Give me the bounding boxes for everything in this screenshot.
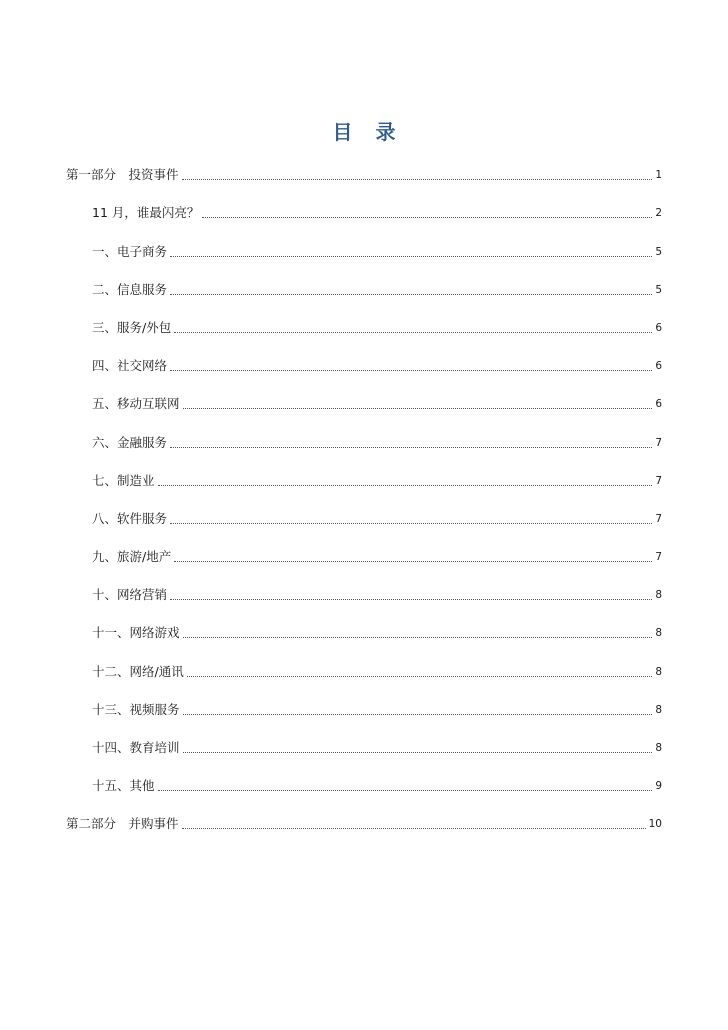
toc-entry-label: 第二部分 并购事件 (66, 816, 179, 832)
toc-entry-page: 7 (655, 551, 662, 564)
toc-entry-label: 十四、教育培训 (92, 740, 180, 755)
toc-entry-label: 三、服务/外包 (92, 319, 172, 335)
toc-entry-page: 2 (655, 207, 662, 220)
toc-entry-page: 8 (655, 589, 662, 602)
toc-dot-leader (170, 370, 652, 371)
toc-dot-leader (182, 179, 653, 180)
toc-entry-part-2[interactable] (66, 806, 662, 844)
toc-entry-label: 十三、视频服务 (92, 701, 180, 717)
toc-entry-label: 六、金融服务 (92, 434, 168, 450)
toc-entry-page: 9 (655, 780, 662, 793)
toc-entry-mobile-internet[interactable] (66, 386, 662, 424)
toc-entry-travel-realestate[interactable] (66, 539, 662, 577)
toc-dot-leader (183, 637, 653, 638)
toc-entry-label: 第一部分 投资事件 (66, 167, 179, 183)
toc-entry-page: 6 (655, 321, 662, 334)
toc-entry-november-highlights[interactable] (66, 195, 662, 233)
toc-entry-label: 四、社交网络 (92, 358, 168, 374)
toc-entry-financial-services[interactable] (66, 424, 662, 462)
toc-dot-leader (170, 294, 652, 295)
toc-dot-leader (170, 599, 652, 600)
toc-entry-page: 7 (655, 474, 662, 487)
toc-entry-software-services[interactable] (66, 501, 662, 539)
toc-entry-education-training[interactable] (66, 730, 662, 768)
toc-entry-page: 8 (655, 627, 662, 640)
toc-entry-page: 7 (655, 512, 662, 525)
toc-entry-page: 10 (648, 818, 662, 831)
toc-dot-leader (183, 714, 653, 715)
toc-entry-page: 8 (655, 742, 662, 754)
toc-entry-video-services[interactable] (66, 692, 662, 730)
toc-dot-leader (202, 217, 652, 218)
toc-entry-label: 二、信息服务 (92, 281, 168, 297)
toc-dot-leader (183, 752, 653, 753)
toc-entry-online-marketing[interactable] (66, 577, 662, 615)
toc-entry-label: 十、网络营销 (92, 587, 168, 603)
toc-entry-info-services[interactable] (66, 272, 662, 310)
toc-entry-label: 十二、网络/通讯 (92, 663, 184, 679)
toc-entry-label: 十一、网络游戏 (92, 625, 180, 641)
toc-dot-leader (170, 447, 652, 448)
toc-entry-page: 1 (655, 169, 662, 182)
toc-entry-label: 十五、其他 (92, 778, 155, 794)
toc-entry-page: 6 (655, 398, 662, 411)
toc-entry-label: 一、电子商务 (92, 243, 168, 259)
toc-dot-leader (174, 561, 652, 562)
toc-entry-manufacturing[interactable] (66, 463, 662, 501)
toc-dot-leader (182, 828, 646, 829)
toc-dot-leader (170, 256, 652, 257)
toc-dot-leader (174, 332, 652, 333)
toc-entry-ecommerce[interactable] (66, 233, 662, 271)
toc-dot-leader (170, 523, 652, 524)
toc-dot-leader (158, 485, 653, 486)
toc-entry-label: 七、制造业 (92, 472, 155, 488)
toc-entry-label: 11 月，谁最闪亮？ (92, 205, 200, 221)
toc-entry-part-1[interactable] (66, 157, 662, 195)
toc-entry-label: 五、移动互联网 (92, 396, 180, 412)
toc-entry-label: 八、软件服务 (92, 510, 168, 526)
toc-title: 目 录 (332, 120, 404, 144)
toc-entry-other[interactable] (66, 768, 662, 806)
toc-list (66, 157, 662, 844)
toc-entry-page: 5 (655, 283, 662, 296)
toc-entry-page: 5 (655, 245, 662, 258)
toc-entry-label: 九、旅游/地产 (92, 549, 172, 565)
toc-dot-leader (183, 408, 653, 409)
toc-entry-online-games[interactable] (66, 615, 662, 653)
toc-entry-network-telecom[interactable] (66, 653, 662, 691)
toc-dot-leader (158, 790, 653, 791)
toc-entry-page: 8 (655, 665, 662, 678)
toc-entry-page: 8 (655, 703, 662, 716)
toc-entry-page: 7 (655, 436, 662, 449)
toc-entry-social-network[interactable] (66, 348, 662, 386)
toc-entry-services-outsourcing[interactable] (66, 310, 662, 348)
toc-entry-page: 6 (655, 360, 662, 373)
toc-dot-leader (187, 676, 653, 677)
